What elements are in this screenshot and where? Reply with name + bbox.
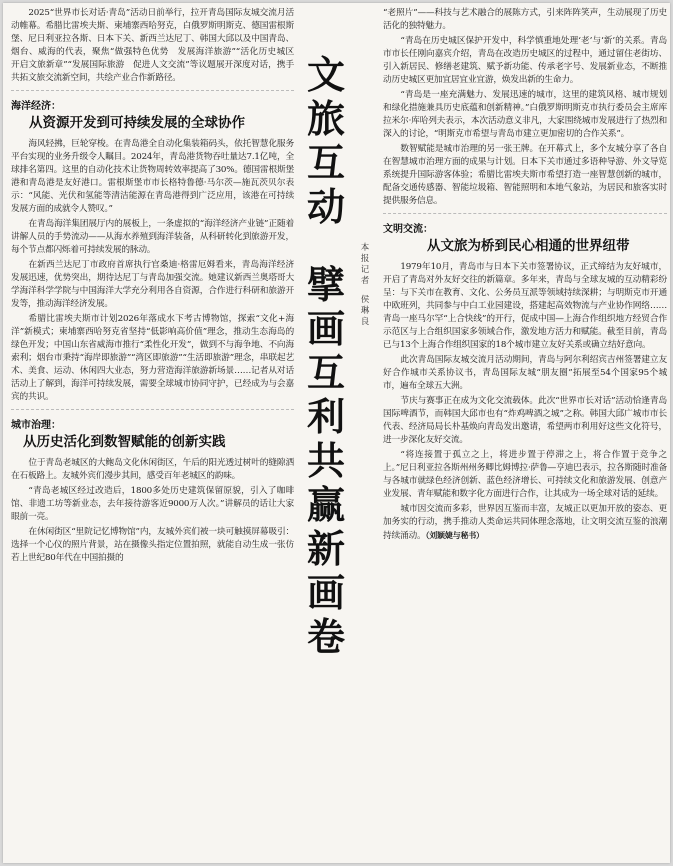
divider (383, 213, 667, 214)
byline-char: 良 (360, 317, 370, 327)
body-paragraph: “将连接置于孤立之上，将进步置于停滞之上，将合作置于竞争之上。”尼日利亚拉各斯州州务卿比姆博拉·萨鲁—亨迪巴表示，拉各斯随时准备与各城市就绿色经济创新、蓝色经济增长、可持续文化和旅游发展、创意产业发展、青年赋能和数字化方面进行合作，让其成为一场全球对话的延续。 (383, 450, 667, 499)
headline-char: 利 (306, 395, 345, 439)
body-paragraph: 数智赋能是城市治理的另一张王牌。在开幕式上，多个友城分享了各自在智慧城市治理方面的成果与计划。日本下关市通过多语种导游、外文导览系统提升国际游客体验；希腊比雷埃夫斯市希望打造一座智慧创新的城市，配备交通传感器、智能垃圾箱、智能照明和本地气象站，为居民和旅客实时提供服务信息。 (383, 144, 667, 206)
body-paragraph (383, 503, 667, 543)
headline-char: 旅 (306, 97, 345, 141)
body-paragraph: “老照片”——科技与艺术融合的展陈方式，引来阵阵笑声，生动展现了历史活化的独特魅力。 (383, 8, 667, 31)
body-paragraph: “青岛老城区经过改造后，1800多处历史建筑保留原貌，引入了咖啡馆、非遗工坊等新业态，去年接待游客近9000万人次。”讲解员的话让大家眼前一亮。 (11, 486, 294, 522)
newspaper-page (3, 3, 670, 863)
headline-char: 画 (306, 571, 345, 615)
body-paragraph: 在休闲街区“里院记忆博物馆”内，友城外宾们被一块可触摸屏幕吸引：选择一个心仪的照片背景，站在摄像头指定位置拍照，就能自动生成一张仿若上世纪80年代在中国拍摄的 (11, 527, 294, 563)
section-tag-exchange: 文明交流： (383, 224, 433, 235)
headline-char: 画 (306, 307, 345, 351)
headline-char: 卷 (306, 615, 345, 659)
right-column (383, 3, 667, 545)
body-paragraph: 位于青岛老城区的大鲍岛文化休闲街区，午后的阳光透过树叶的缝隙洒在石板路上。友城外宾们漫步其间，感受百年老城区的韵味。 (11, 458, 294, 481)
main-headline (303, 53, 349, 659)
headline-char: 互 (306, 141, 345, 185)
byline-char: 本 (360, 243, 370, 253)
body-paragraph: 在青岛海洋集团展厅内的展板上，一条虚拟的“海洋经济产业链”正随着讲解人员的手势流动——从海水养殖到海洋装备，从科研转化到旅游开发，每个节点都闪烁着可持续发展的脉动。 (11, 219, 294, 255)
author-signature: （刘颖婕与秘书） (425, 531, 484, 540)
headline-gap (303, 229, 349, 263)
section-subheading-exchange: 从文旅为桥到民心相通的世界纽带 (427, 238, 630, 254)
headline-char: 互 (306, 351, 345, 395)
byline-char: 者 (360, 276, 370, 286)
reporter-byline (359, 243, 371, 328)
intro-paragraph: 2025“世界市长对话·青岛”活动日前举行，拉开青岛国际友城交流月活动帷幕。希腊比雷埃夫斯、柬埔寨西哈努克，白俄罗斯明斯克、德国雷根斯堡、尼日利亚拉各斯、日本下关、新西兰达尼丁、韩国大邱以及中国青岛、烟台、威海的代表，聚焦“做强特色优势 发展海洋旅游”“活化历史城区 开启文旅新章”“发展国际旅游 促进人文交流”等议题展开深度对话，携手共拓文旅交流新空间，共绘产业合作新路径。 (11, 8, 303, 83)
left-column (11, 3, 303, 567)
headline-char: 新 (306, 527, 345, 571)
headline-char: 文 (306, 53, 345, 97)
body-paragraph: 此次青岛国际友城交流月活动期间，青岛与阿尔利绍宾吉州签署建立友好合作城市关系协议书，青岛国际友城“朋友圈”拓展至54个国家95个城市，遍布全球五大洲。 (383, 355, 667, 391)
section-tag-ocean: 海洋经济： (11, 101, 61, 112)
section-subheading-ocean: 从资源开发到可持续发展的全球协作 (29, 115, 245, 131)
headline-char: 擘 (306, 263, 345, 307)
closing-text: 城市因交流而多彩，世界因互鉴而丰富，友城正以更加开放的姿态、更加务实的行动，携手推动人类命运共同体理念落地，让文明交流互鉴的浪潮持续涌动。 (383, 504, 667, 541)
headline-char: 赢 (306, 483, 345, 527)
divider (11, 409, 294, 410)
body-paragraph: “青岛在历史城区保护开发中，科学慎重地处理‘老’与‘新’的关系。青岛市市长任刚向嘉宾介绍，青岛在改造历史城区的过程中，通过留住老街坊、引入新居民、修缮老建筑、赋予新功能、传承老字号、发展新业态，不断推动历史城区更加宜居宜业宜游，焕发出新的生命力。 (383, 36, 667, 85)
headline-char: 共 (306, 439, 345, 483)
headline-char: 动 (306, 185, 345, 229)
body-paragraph: 希腊比雷埃夫斯市计划2026年落成水下考古博物馆，探索“文化+海洋”新模式；柬埔寨西哈努克省坚持“低影响高价值”理念，推动生态海岛的绿色开发；中国山东省威海市推行“柔性化开发”，做到不与海争地、不向海索利；烟台市秉持“海岸即旅游”“湾区即旅游”“生活即旅游”理念，串联起艺术、美食、运动、休闲四大业态，努力营造海洋旅游新场景……记者从对话活动上了解到，海洋可持续发展，需要全球城市协同守护，已经成为与会嘉宾的共识。 (11, 314, 294, 402)
section-subheading-city: 从历史活化到数智赋能的创新实践 (23, 434, 226, 450)
byline-char: 侯 (360, 295, 370, 305)
body-paragraph: 海风轻拂，巨轮穿梭。在青岛港全自动化集装箱码头，依托智慧化服务平台实现的业务升级令人瞩目。2024年，青岛港货物吞吐量达7.1亿吨，全球排名第四。这里的自动化技术让货物周转效率提高了30%。德国雷根斯堡港和青岛港是友好港口。雷根斯堡市市长格特鲁德·马尔茨—施瓦茨贝尔表示：“风能、光伏和氢能等清洁能源在青岛港得到广泛应用，该港在可持续发展方面的成就令人赞叹。” (11, 139, 294, 214)
section-tag-city: 城市治理： (11, 420, 61, 431)
byline-gap (359, 287, 371, 295)
headline-column (295, 3, 381, 863)
body-paragraph: 节庆与赛事正在成为文化交流载体。此次“世界市长对话”活动恰逢青岛国际啤酒节，而韩国大邱市也有“炸鸡啤酒之城”之称。韩国大邱广城市市长代表、经济局局长朴基焕向青岛发出邀请，希望两市利用好这些文化符号，进一步深化友好交流。 (383, 396, 667, 445)
divider (11, 90, 294, 91)
body-paragraph: 1979年10月，青岛市与日本下关市签署协议，正式缔结为友好城市，开启了青岛对外友好交往的新篇章。多年来，青岛与全球友城的互动精彩纷呈：与下关市在教育、文化、公务员互派等领域持续深耕；与明斯克市开通中欧班列，共同参与中白工业园建设，搭建起高效物流与产业协作网络……青岛一座马尔罕“上合快线”的开行，促成中国—上海合作组织地方经贸合作示范区与上合组织国家多领域合作，激发地方活力和赋能。截至目前，青岛已与13个上海合作组织国家的18个城市建立友好关系或确立结好意向。 (383, 262, 667, 350)
byline-char: 琳 (360, 306, 370, 316)
body-paragraph: “青岛是一座充满魅力、发展迅速的城市，这里的建筑风格、城市规划和绿化措施兼具历史底蕴和创新精神。”白俄罗斯明斯克市执行委员会主席库拉米尔·库哈列夫表示，本次活动意义非凡，大家围绕城市发展进行了热烈和深入的讨论，“明斯克市希望与青岛市建立更加密切的合作关系”。 (383, 90, 667, 139)
byline-char: 记 (360, 265, 370, 275)
body-paragraph: 在新西兰达尼丁市政府首席执行官桑迪·格雷厄姆看来，青岛海洋经济发展迅速，优势突出，期待达尼丁与青岛加强交流。她建议新西兰奥塔哥大学海洋科学学院与中国海洋大学充分利用各自资源，合作进行科研和旅游开发等，推动海洋经济发展。 (11, 260, 294, 309)
byline-char: 报 (360, 254, 370, 264)
